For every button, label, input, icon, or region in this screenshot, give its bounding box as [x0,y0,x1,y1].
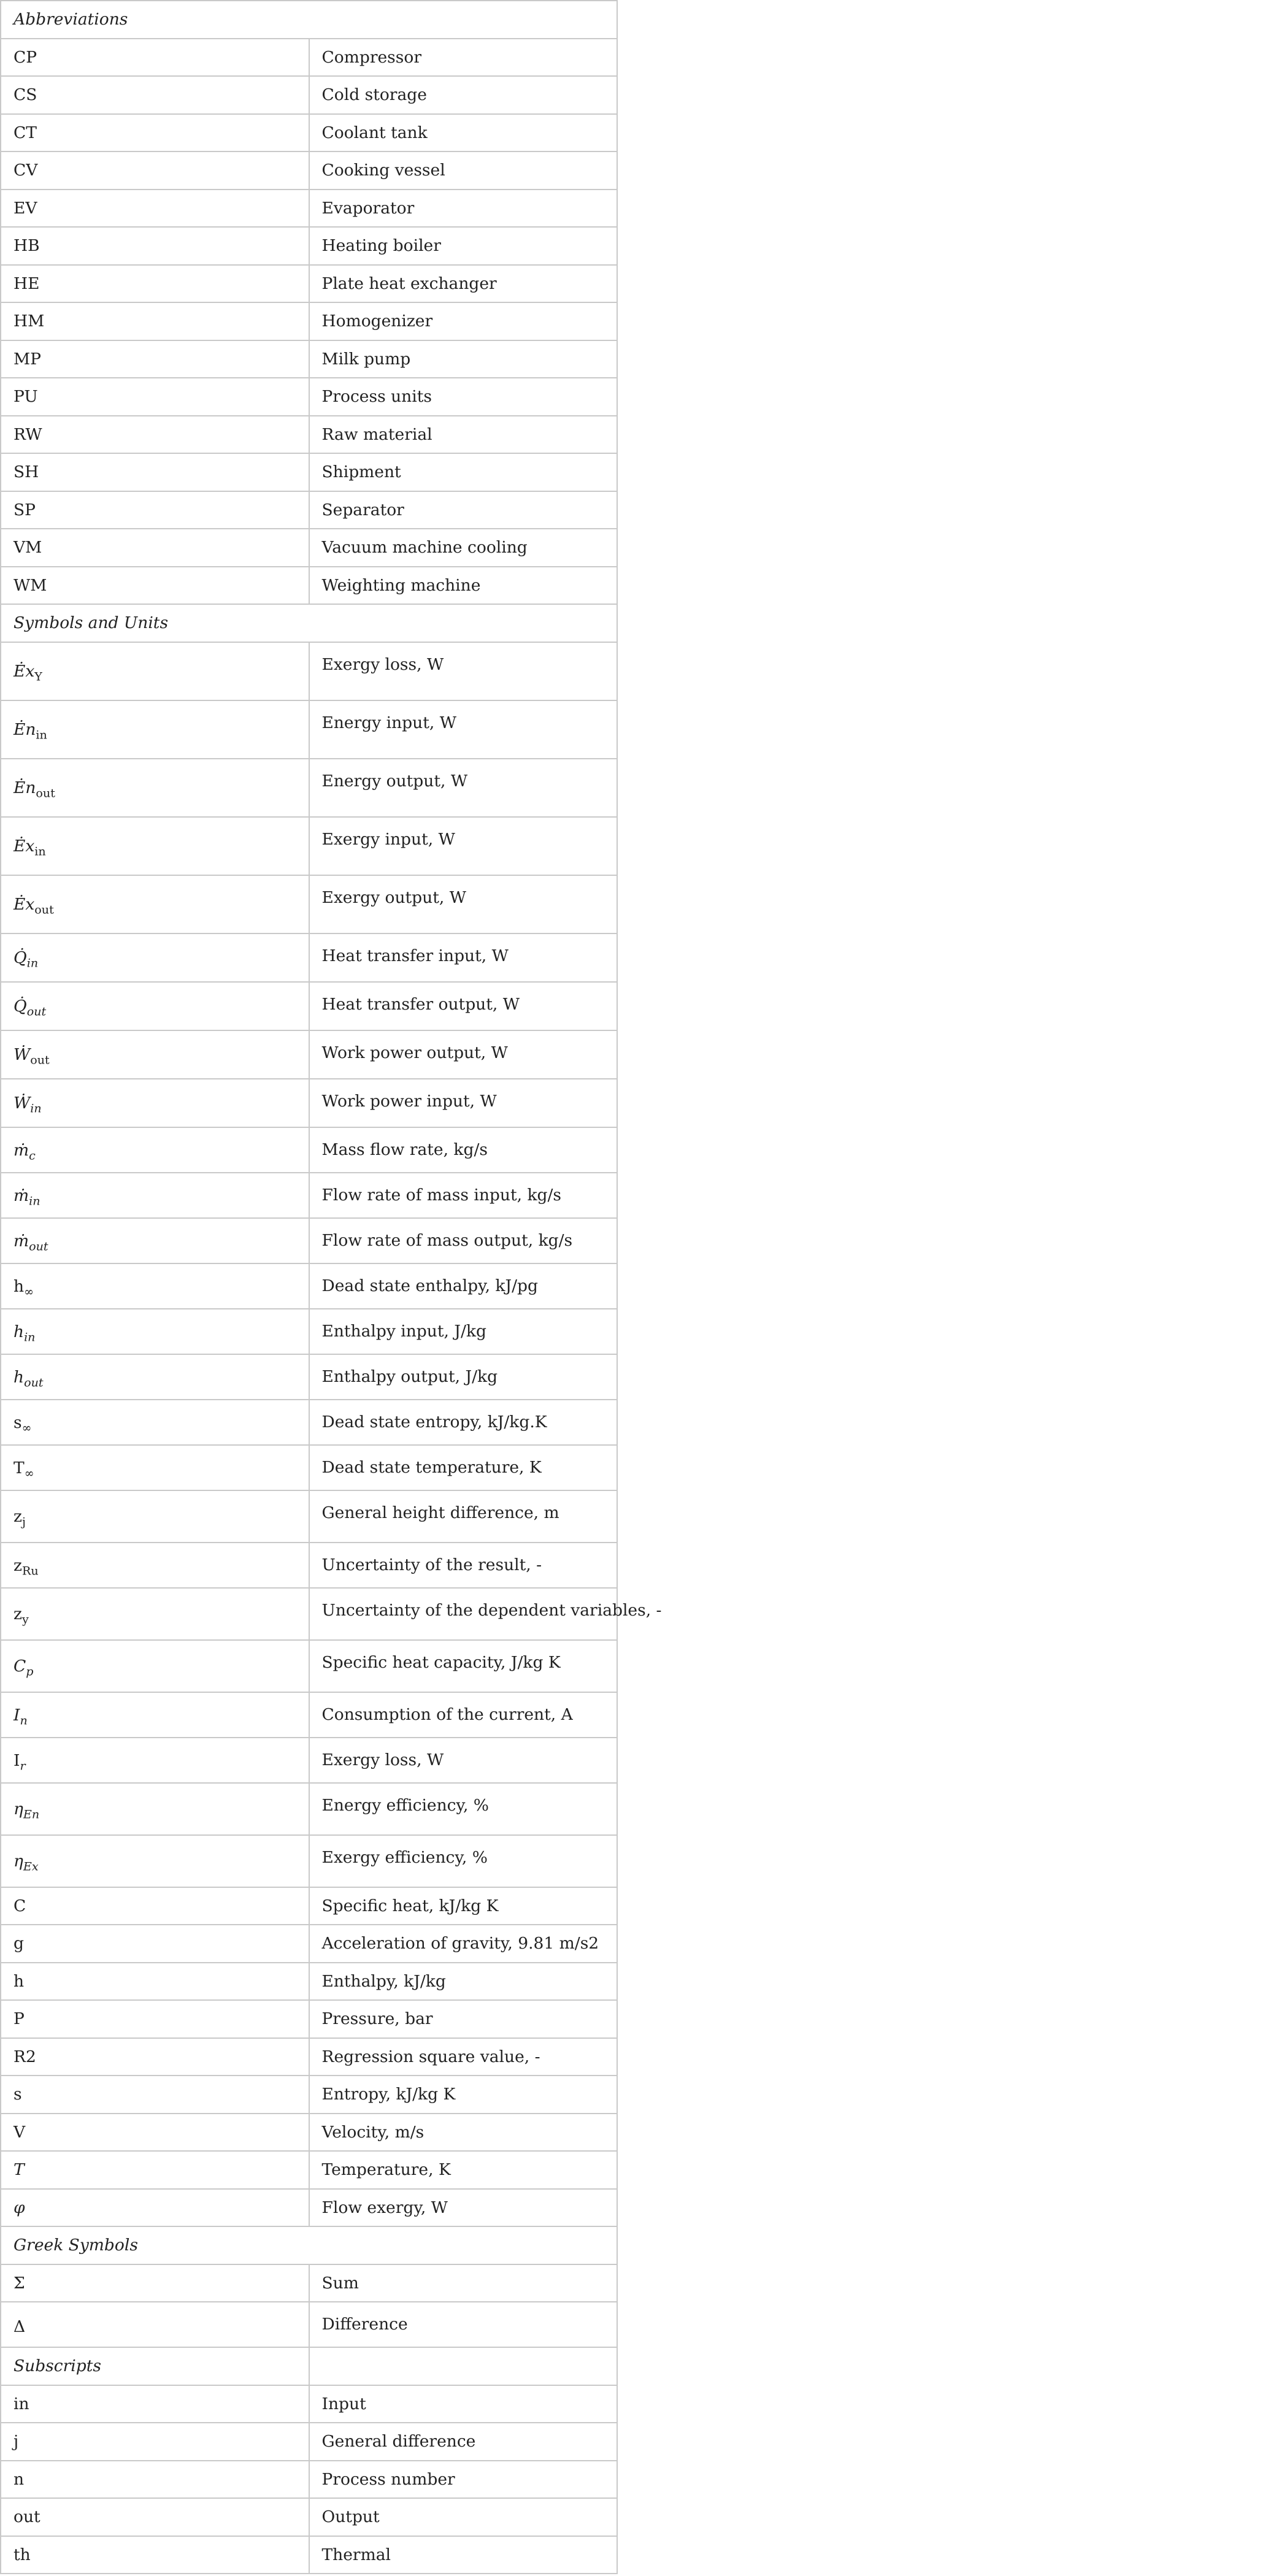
symbol-subscript: j [21,1515,26,1529]
definition-cell: Difference [309,2302,618,2347]
symbol-base: h [13,1367,25,1387]
symbol-cell [1,1309,309,1354]
table-row [1,1543,617,1588]
symbol-base: C [13,1896,26,1915]
subscripts-heading: Subscripts [1,2347,309,2385]
definition-cell: Energy output, W [309,759,618,817]
symbol-cell [1,1263,309,1309]
math-symbol [13,997,47,1019]
symbol-subscript: p [26,1665,34,1679]
table-row [1,453,617,491]
definition-cell: Plate heat exchanger [309,265,618,303]
symbol-cell: SH [1,453,309,491]
definition-cell: Weighting machine [309,567,618,605]
math-symbol [13,1231,48,1254]
symbol-base: Ẇ [13,1094,31,1113]
definition-cell: Work power output, W [309,1030,618,1079]
table-row [1,933,617,982]
definition-cell: Cold storage [309,76,618,114]
table-row [1,1173,617,1218]
symbol-cell: CV [1,151,309,190]
table-row [1,416,617,454]
symbol-subscript: in [24,1330,36,1344]
definition-cell: Pressure, bar [309,2000,618,2038]
definition-cell: General height difference, m [309,1490,618,1543]
table-row [1,378,617,416]
symbol-cell [1,2151,309,2189]
symbol-cell [1,1588,309,1640]
table-row [1,302,617,340]
symbol-cell [1,1218,309,1263]
symbol-cell: Δ [1,2302,309,2347]
symbol-cell: Σ [1,2264,309,2302]
symbol-base: R2 [13,2047,36,2066]
table-row [1,642,617,700]
definition-cell: Energy efficiency, % [309,1783,618,1835]
definition-cell: Raw material [309,416,618,454]
symbol-subscript: Y [34,670,42,684]
table-row [1,1887,617,1925]
table-row [1,2264,617,2302]
symbol-subscript: r [20,1759,26,1773]
symbol-base: Q̇ [13,997,27,1016]
table-row [1,529,617,567]
symbol-cell [1,1490,309,1543]
symbol-subscript: out [36,786,55,800]
definition-cell: Enthalpy input, J/kg [309,1309,618,1354]
symbol-subscript: c [29,1149,36,1163]
symbol-subscript: in [34,845,46,859]
table-row [1,1588,617,1640]
symbol-cell [1,1127,309,1173]
math-symbol [13,1934,24,1953]
math-symbol [13,778,55,800]
symbol-cell [1,2000,309,2038]
definition-cell: Specific heat capacity, J/kg K [309,1640,618,1692]
symbol-subscript: in [30,1102,42,1116]
definition-cell: Flow rate of mass input, kg/s [309,1173,618,1218]
math-symbol [13,1750,26,1773]
symbol-base: z [13,1555,22,1575]
table-row [1,2151,617,2189]
math-symbol [13,2085,22,2104]
table-row [1,567,617,605]
math-symbol [13,2160,25,2179]
math-symbol [13,837,46,859]
table-row [1,982,617,1030]
symbol-cell: in [1,2385,309,2423]
math-symbol [13,2047,36,2066]
symbol-base: ṁ [13,1140,29,1160]
table-row [1,1079,617,1127]
symbol-base: Ėx [13,662,35,681]
definition-cell: Input [309,2385,618,2423]
symbol-subscript: in [29,1194,40,1208]
definition-cell: Coolant tank [309,114,618,152]
symbol-subscript: y [21,1612,29,1627]
symbol-cell: VM [1,529,309,567]
table-row [1,1925,617,1963]
symbol-base: I [13,1705,20,1725]
math-symbol [13,1657,34,1679]
table-row [1,1445,617,1490]
symbol-cell [1,1738,309,1783]
symbol-cell: RW [1,416,309,454]
symbol-base: P [13,2009,25,2029]
symbol-subscript: ∞ [21,1421,32,1435]
math-symbol [13,1507,26,1529]
math-symbol [13,1094,42,1116]
definition-cell: Dead state temperature, K [309,1445,618,1490]
symbol-cell: CP [1,39,309,77]
math-symbol [13,1852,39,1874]
symbol-subscript: ∞ [24,1285,34,1299]
table-row [1,2000,617,2038]
table-row [1,759,617,817]
table-row [1,151,617,190]
table-row [1,2461,617,2499]
symbol-base: h [13,1322,25,1341]
table-row [1,1263,617,1309]
table-row [1,76,617,114]
math-symbol [13,2009,25,2028]
symbol-subscript: out [30,1053,50,1067]
symbol-cell [1,642,309,700]
table-row [1,1490,617,1543]
definition-cell: Mass flow rate, kg/s [309,1127,618,1173]
definition-cell: Compressor [309,39,618,77]
definition-cell: Separator [309,491,618,529]
symbol-cell: CT [1,114,309,152]
table-row [1,1354,617,1400]
definition-cell: Process units [309,378,618,416]
symbol-subscript: ∞ [24,1466,34,1481]
symbol-subscript: out [26,1005,47,1019]
math-symbol [13,662,42,684]
symbol-cell [1,982,309,1030]
math-symbol [13,1972,24,1991]
symbol-subscript: Ex [23,1860,39,1874]
table-row [1,491,617,529]
definition-cell: Enthalpy, kJ/kg [309,1963,618,2001]
nomenclature-body [1,1,662,2574]
math-symbol [13,720,47,742]
definition-cell: Regression square value, - [309,2038,618,2076]
symbol-cell [1,875,309,933]
symbol-cell [1,933,309,982]
empty-cell [309,2347,618,2385]
symbol-cell: HM [1,302,309,340]
math-symbol [13,1045,50,1067]
symbols-units-header-row [1,604,617,642]
math-symbol [13,895,54,917]
definition-cell: Velocity, m/s [309,2114,618,2152]
symbol-cell [1,1783,309,1835]
symbol-cell: CS [1,76,309,114]
table-row [1,2423,617,2461]
table-row [1,2114,617,2152]
symbol-base: Ėx [13,837,35,856]
symbol-cell: EV [1,190,309,228]
symbol-base: ṁ [13,1231,29,1251]
symbol-subscript: En [23,1807,40,1822]
definition-cell: Heat transfer output, W [309,982,618,1030]
symbol-base: η [13,1852,23,1871]
symbol-cell [1,1692,309,1738]
symbol-cell [1,1963,309,2001]
symbol-base: Ėn [13,778,36,798]
table-row [1,1218,617,1263]
symbol-subscript: n [20,1714,28,1728]
math-symbol [13,1604,29,1627]
symbol-base: z [13,1604,22,1624]
symbol-cell: j [1,2423,309,2461]
symbol-base: ṁ [13,1186,29,1205]
definition-cell: Sum [309,2264,618,2302]
greek-symbols-heading: Greek Symbols [1,2226,617,2264]
definition-cell: Exergy loss, W [309,642,618,700]
definition-cell: Uncertainty of the dependent variables, - [309,1588,618,1640]
definition-cell: Work power input, W [309,1079,618,1127]
symbol-cell: th [1,2536,309,2574]
symbol-cell [1,817,309,875]
symbol-cell [1,1173,309,1218]
symbol-cell: HE [1,265,309,303]
symbol-cell: out [1,2498,309,2536]
definition-cell: Dead state entropy, kJ/kg.K [309,1400,618,1445]
table-row [1,265,617,303]
definition-cell: Exergy efficiency, % [309,1835,618,1887]
table-row [1,227,617,265]
symbol-cell: SP [1,491,309,529]
symbol-cell [1,700,309,759]
table-row [1,114,617,152]
definition-cell: Enthalpy output, J/kg [309,1354,618,1400]
symbol-subscript: out [34,903,54,917]
definition-cell: Entropy, kJ/kg K [309,2076,618,2114]
math-symbol [13,1705,28,1728]
table-row [1,817,617,875]
table-row [1,1030,617,1079]
symbol-base: Ẇ [13,1045,31,1065]
definition-cell: Cooking vessel [309,151,618,190]
definition-cell: Vacuum machine cooling [309,529,618,567]
table-row [1,39,617,77]
table-row [1,1738,617,1783]
symbol-base: T [13,1458,25,1478]
symbol-base: h [13,1276,25,1296]
math-symbol [13,2123,25,2142]
symbol-base: C [13,1657,26,1676]
symbol-cell [1,1543,309,1588]
subscripts-header-row [1,2347,617,2385]
symbol-base: T [13,2160,25,2180]
table-row [1,2189,617,2227]
symbol-base: Ėx [13,895,35,914]
definition-cell: Process number [309,2461,618,2499]
table-row [1,1309,617,1354]
symbol-base: Q̇ [13,948,27,968]
definition-cell: Consumption of the current, A [309,1692,618,1738]
definition-cell: Homogenizer [309,302,618,340]
definition-cell: Heating boiler [309,227,618,265]
symbol-subscript: out [29,1240,48,1254]
symbol-base: φ [13,2198,25,2217]
symbol-cell: HB [1,227,309,265]
math-symbol [13,2198,25,2217]
math-symbol [13,1458,34,1481]
definition-cell: Dead state enthalpy, kJ/pg [309,1263,618,1309]
definition-cell: General difference [309,2423,618,2461]
table-row [1,875,617,933]
table-row [1,1692,617,1738]
table-row [1,190,617,228]
symbol-base: V [13,2122,26,2142]
symbol-cell [1,2038,309,2076]
symbol-cell: PU [1,378,309,416]
symbol-cell [1,1354,309,1400]
symbol-cell: WM [1,567,309,605]
table-row [1,1640,617,1692]
math-symbol [13,1367,44,1390]
table-row [1,2385,617,2423]
table-row [1,2076,617,2114]
symbol-base: I [13,1750,20,1770]
symbol-base: g [13,1934,24,1953]
math-symbol [13,1413,32,1435]
symbol-cell: n [1,2461,309,2499]
symbol-cell [1,1640,309,1692]
symbol-cell [1,2076,309,2114]
table-row [1,700,617,759]
math-symbol [13,1800,40,1822]
symbols-units-heading: Symbols and Units [1,604,617,642]
math-symbol [13,1276,34,1299]
symbol-base: Ėn [13,720,36,740]
symbol-cell [1,1030,309,1079]
table-row [1,340,617,378]
symbol-cell [1,1835,309,1887]
symbol-base: h [13,1971,25,1991]
symbol-cell [1,1925,309,1963]
definition-cell: Output [309,2498,618,2536]
symbol-cell [1,759,309,817]
symbol-cell [1,2189,309,2227]
table-row [1,1783,617,1835]
definition-cell: Exergy loss, W [309,1738,618,1783]
math-symbol [13,1896,26,1915]
symbol-subscript: out [24,1376,44,1390]
definition-cell: Flow exergy, W [309,2189,618,2227]
definition-cell: Specific heat, kJ/kg K [309,1887,618,1925]
math-symbol [13,1555,39,1578]
symbol-cell: MP [1,340,309,378]
definition-cell: Uncertainty of the result, - [309,1543,618,1588]
symbol-subscript: in [26,956,39,970]
symbol-subscript: Ru [21,1564,39,1578]
definition-cell: Heat transfer input, W [309,933,618,982]
symbol-cell [1,1400,309,1445]
table-row [1,1835,617,1887]
symbol-base: s [13,2085,22,2104]
definition-cell: Shipment [309,453,618,491]
definition-cell: Acceleration of gravity, 9.81 m/s2 [309,1925,618,1963]
symbol-subscript: in [36,728,47,742]
table-row [1,2302,617,2347]
definition-cell: Milk pump [309,340,618,378]
symbol-cell [1,1445,309,1490]
symbol-base: η [13,1800,23,1819]
symbol-base: z [13,1507,22,1527]
symbol-cell [1,1887,309,1925]
math-symbol [13,1186,40,1208]
definition-cell: Evaporator [309,190,618,228]
greek-symbols-header-row [1,2226,617,2264]
table-row [1,2498,617,2536]
table-row [1,1400,617,1445]
definition-cell: Exergy input, W [309,817,618,875]
definition-cell: Exergy output, W [309,875,618,933]
math-symbol [13,948,39,970]
definition-cell: Temperature, K [309,2151,618,2189]
symbol-base: s [13,1413,22,1432]
definition-cell: Energy input, W [309,700,618,759]
symbol-cell [1,2114,309,2152]
table-row [1,2536,617,2574]
abbreviations-heading: Abbreviations [1,1,617,39]
definition-cell: Flow rate of mass output, kg/s [309,1218,618,1263]
symbol-cell [1,1079,309,1127]
abbreviations-header-row [1,1,617,39]
math-symbol [13,1322,36,1344]
math-symbol [13,1140,36,1163]
definition-cell: Thermal [309,2536,618,2574]
table-row [1,1127,617,1173]
table-row [1,2038,617,2076]
table-row [1,1963,617,2001]
